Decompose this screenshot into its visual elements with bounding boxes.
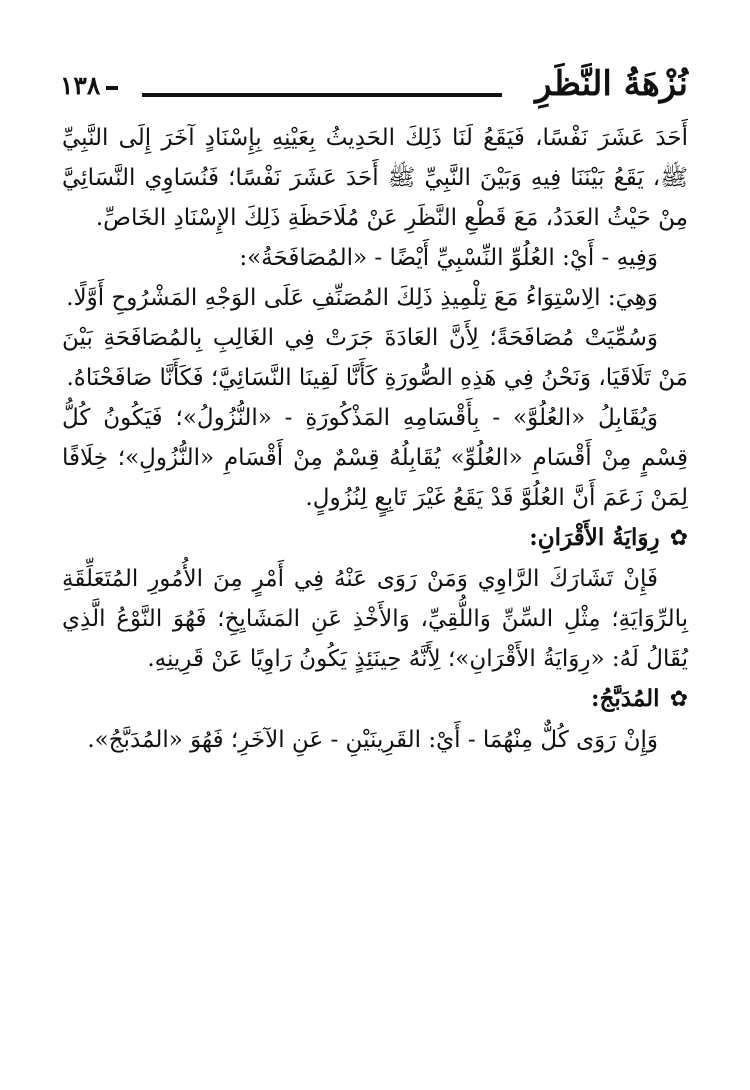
flower-star-icon: ✿	[669, 526, 688, 551]
paragraph-2: وَفِيهِ - أَيْ: العُلُوِّ النِّسْبِيِّ أَيْضًا - «المُصَافَحَةُ»:	[239, 245, 658, 271]
page-number-text: ١٣٨	[60, 71, 101, 100]
page-number-dash	[106, 86, 118, 90]
paragraph-1: أَحَدَ عَشَرَ نَفْسًا، فَيَقَعُ لَنَا ذَلِكَ الحَدِيثُ بِعَيْنِهِ بِإِسْنَادٍ آخَرَ إِلَى النَّبِيِّ ﷺ، يَقَعُ بَيْنَنَا فِيهِ وَبَيْنَ النَّبِيِّ ﷺ أَحَدَ عَشَرَ نَفْسًا؛ فَنُسَاوِي النَّسَائِيَّ مِنْ حَيْثُ العَدَدُ، مَعَ قَطْعِ النَّظَرِ عَنْ مُلَاحَظَةِ ذَلِكَ الإِسْنَادِ الخَاصِّ.	[62, 125, 688, 231]
paragraph-7: وَإِنْ رَوَى كُلٌّ مِنْهُمَا - أَيْ: القَرِينَيْنِ - عَنِ الآخَرِ؛ فَهُوَ «المُدَبَّجُ».	[87, 727, 658, 753]
section-heading-mudabbaj	[62, 679, 688, 720]
paragraph-5: وَيُقَابِلُ «العُلُوَّ» - بِأَقْسَامِهِ المَذْكُورَةِ - «النُّزُولُ»؛ فَيَكُونُ كُلُّ قِسْمٍ مِنْ أَقْسَامِ «العُلُوِّ» يُقَابِلُهُ قِسْمٌ مِنْ أَقْسَامِ «النُّزُولِ»؛ خِلَافًا لِمَنْ زَعَمَ أَنَّ العُلُوَّ قَدْ يَقَعُ غَيْرَ تَابِعٍ لِنُزُولٍ.	[62, 405, 688, 511]
page-body	[62, 118, 688, 760]
running-title: نُزْهَةُ النَّظَرِ	[535, 64, 688, 104]
flower-star-icon: ✿	[669, 687, 688, 712]
paragraph-6: فَإِنْ تَشَارَكَ الرَّاوِي وَمَنْ رَوَى عَنْهُ فِي أَمْرٍ مِنَ الأُمُورِ المُتَعَلِّقَةِ بِالرِّوَايَةِ؛ مِثْلِ السِّنِّ وَاللُّقِيِّ، وَالأَخْذِ عَنِ المَشَايِخِ؛ فَهُوَ النَّوْعُ الَّذِي يُقَالُ لَهُ: «رِوَايَةُ الأَقْرَانِ»؛ لِأَنَّهُ حِينَئِذٍ يَكُونُ رَاوِيًا عَنْ قَرِينِهِ.	[62, 566, 688, 672]
section-heading-mudabbaj-text: المُدَبَّجُ:	[591, 685, 660, 712]
page-header	[60, 62, 688, 112]
paragraph-3: وَهِيَ: الِاسْتِوَاءُ مَعَ تِلْمِيذِ ذَلِكَ المُصَنِّفِ عَلَى الوَجْهِ المَشْرُوحِ أَوَّلًا.	[66, 285, 658, 311]
page-number	[60, 66, 118, 106]
paragraph-4: وَسُمِّيَتْ مُصَافَحَةً؛ لِأَنَّ العَادَةَ جَرَتْ فِي الغَالِبِ بِالمُصَافَحَةِ بَيْنَ مَنْ تَلَاقَيَا، وَنَحْنُ فِي هَذِهِ الصُّورَةِ كَأَنَّا لَقِينَا النَّسَائِيَّ؛ فَكَأَنَّا صَافَحْنَاهُ.	[62, 325, 688, 391]
section-heading-aqran	[62, 518, 688, 559]
section-heading-aqran-text: رِوَايَةُ الأَقْرَانِ:	[529, 524, 660, 551]
header-rule	[142, 93, 502, 97]
